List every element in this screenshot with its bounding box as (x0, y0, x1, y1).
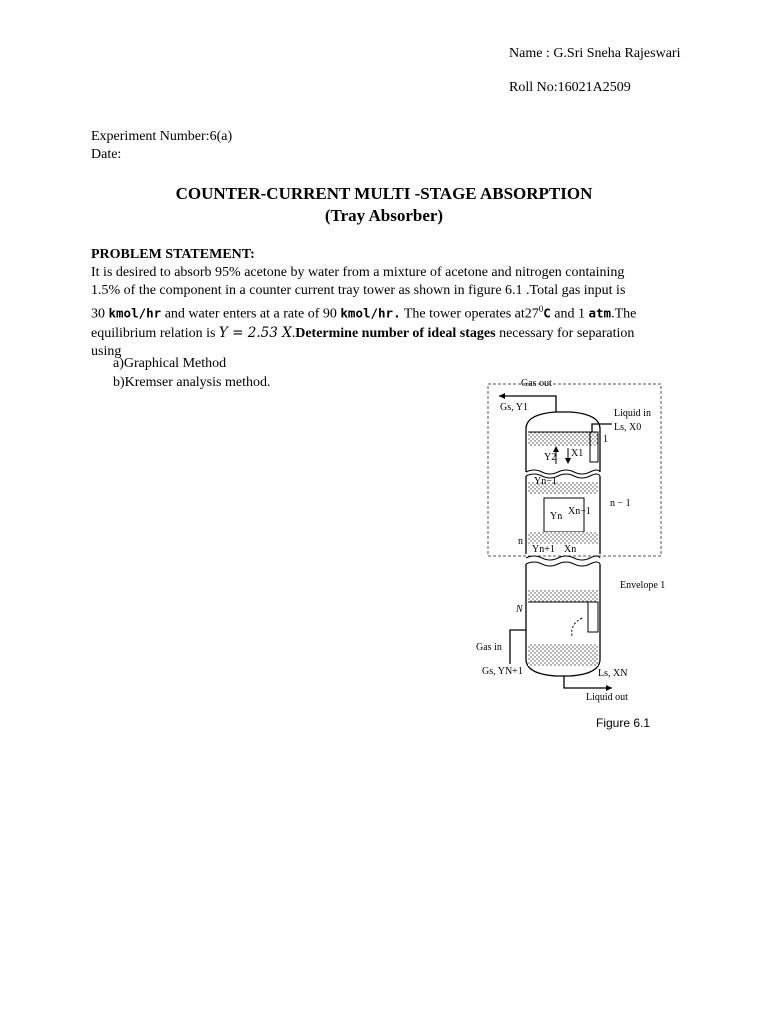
figure-caption: Figure 6.1 (596, 716, 651, 730)
ls-x0-label: Ls, X0 (614, 422, 642, 433)
problem-line-2: 1.5% of the component in a counter current tray tower as shown in figure 6.1 .Total gas input is (91, 283, 626, 298)
y2-label: Y2 (544, 452, 557, 463)
problem-line-1: It is desired to absorb 95% acetone by water from a mixture of acetone and nitrogen containing (91, 265, 625, 280)
problem-line-3 (91, 300, 681, 324)
degree-superscript: 0 (538, 304, 544, 314)
yn-1-label: Yn−1 (534, 476, 557, 487)
bottom-liquid (528, 644, 598, 666)
xn-label: Xn (564, 544, 577, 555)
document-subtitle: (Tray Absorber) (324, 206, 444, 225)
gas-in-label: Gas in (476, 642, 502, 653)
liquid-in-label: Liquid in (614, 408, 651, 419)
yn-label: Yn (550, 511, 563, 522)
gas-out-arrow (499, 393, 505, 399)
gs-yn1-label: Gs, YN+1 (482, 666, 523, 677)
experiment-number: Experiment Number:6(a) (91, 129, 233, 144)
n-stage-label: n (518, 536, 523, 547)
unit-celsius: C (543, 305, 551, 321)
unit-atm: atm (588, 305, 612, 321)
tray-1-liquid (528, 432, 598, 446)
N-stage-label: N (516, 604, 523, 615)
downcomer-N (588, 602, 598, 632)
stage-1-label: 1 (603, 434, 608, 445)
equilibrium-equation: Y = 2.53 X (218, 324, 292, 341)
period: . (291, 325, 296, 341)
liquid-out-label: Liquid out (586, 692, 628, 703)
roll-number: Roll No:16021A2509 (509, 80, 631, 95)
ls-xn-label: Ls, XN (598, 668, 628, 679)
gas-out-label: Gas out (521, 378, 552, 389)
gs-y1-label: Gs, Y1 (500, 402, 528, 413)
unit-kmol-hr: kmol/hr (108, 305, 162, 321)
problem-line-5: using (91, 343, 122, 359)
tray-tower-figure (472, 374, 682, 714)
date-label: Date: (91, 147, 122, 162)
unit-kmol-hr-2: kmol/hr. (340, 305, 401, 321)
problem-statement (91, 264, 681, 361)
n-1-stage-label: n − 1 (610, 498, 631, 509)
sentence-end: .The (611, 306, 637, 322)
liquid-in-pipe (592, 424, 612, 432)
pressure-text: and 1 (550, 306, 589, 322)
gas-rate-value: 30 (91, 306, 109, 322)
tray-tower-diagram (472, 374, 682, 714)
tray-N-liquid (528, 590, 598, 602)
water-rate-text: and water enters at a rate of 90 (161, 306, 341, 322)
option-graphical: a)Graphical Method (113, 356, 227, 371)
equilibrium-label: equilibrium relation is (91, 325, 219, 341)
envelope-label: Envelope 1 (620, 580, 666, 591)
task-bold: Determine number of ideal stages (295, 325, 496, 341)
xn-1-label: Xn−1 (568, 506, 591, 517)
tray-n-liquid (528, 532, 598, 544)
gas-in-pipe (510, 630, 526, 664)
task-rest: necessary for separation (495, 325, 635, 341)
x1-label: X1 (571, 448, 584, 459)
document-title: COUNTER-CURRENT MULTI -STAGE ABSORPTION (175, 184, 593, 203)
problem-heading: PROBLEM STATEMENT: (91, 247, 255, 262)
temperature-text: The tower operates at27 (400, 306, 539, 322)
problem-line-4 (91, 324, 681, 343)
yn1-label: Yn+1 (532, 544, 555, 555)
student-name: Name : G.Sri Sneha Rajeswari (509, 46, 681, 61)
option-kremser: b)Kremser analysis method. (113, 375, 271, 390)
